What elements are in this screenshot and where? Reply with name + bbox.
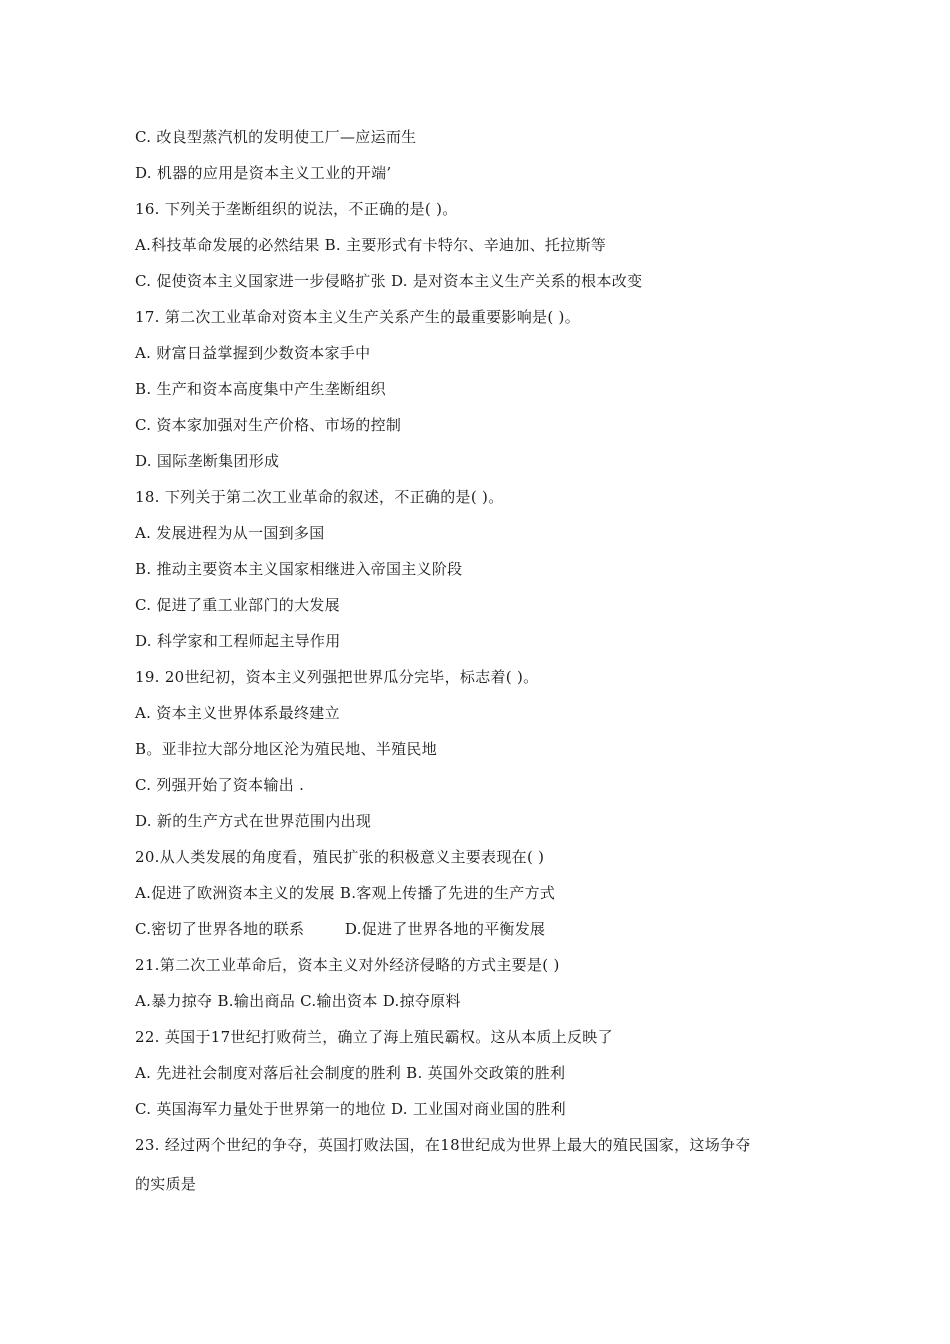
options-20ab: A.促进了欧洲资本主义的发展 B.客观上传播了先进的生产方式 <box>135 884 556 902</box>
option-19d: D. 新的生产方式在世界范围内出现 <box>135 812 372 830</box>
options-16ab: A.科技革命发展的必然结果 B. 主要形式有卡特尔、辛迪加、托拉斯等 <box>135 236 607 254</box>
option-17c: C. 资本家加强对生产价格、市场的控制 <box>135 416 402 434</box>
option-15c: C. 改良型蒸汽机的发明使工厂—应运而生 <box>135 128 417 146</box>
options-21: A.暴力掠夺 B.输出商品 C.输出资本 D.掠夺原料 <box>135 992 461 1010</box>
options-20cd: C.密切了世界各地的联系 D.促进了世界各地的平衡发展 <box>135 920 546 938</box>
options-22cd: C. 英国海军力量处于世界第一的地位 D. 工业国对商业国的胜利 <box>135 1100 566 1118</box>
question-18: 18. 下列关于第二次工业革命的叙述，不正确的是( )。 <box>135 488 504 506</box>
question-23: 23. 经过两个世纪的争夺，英国打败法国，在18世纪成为世界上最大的殖民国家，这场争夺 <box>135 1136 751 1154</box>
question-16: 16. 下列关于垄断组织的说法，不正确的是( )。 <box>135 200 458 218</box>
options-22ab: A. 先进社会制度对落后社会制度的胜利 B. 英国外交政策的胜利 <box>135 1064 566 1082</box>
question-20: 20.从人类发展的角度看，殖民扩张的积极意义主要表现在( ) <box>135 848 545 866</box>
option-18c: C. 促进了重工业部门的大发展 <box>135 596 340 614</box>
question-22: 22. 英国于17世纪打败荷兰，确立了海上殖民霸权。这从本质上反映了 <box>135 1028 613 1046</box>
option-17d: D. 国际垄断集团形成 <box>135 452 280 470</box>
option-19c: C. 列强开始了资本输出 . <box>135 776 305 794</box>
options-16cd: C. 促使资本主义国家进一步侵略扩张 D. 是对资本主义生产关系的根本改变 <box>135 272 643 290</box>
question-19: 19. 20世纪初，资本主义列强把世界瓜分完毕，标志着( )。 <box>135 668 539 686</box>
option-18a: A. 发展进程为从一国到多国 <box>135 524 325 542</box>
question-17: 17. 第二次工业革命对资本主义生产关系产生的最重要影响是( )。 <box>135 308 580 326</box>
option-17a: A. 财富日益掌握到少数资本家手中 <box>135 344 371 362</box>
question-23-continued: 的实质是 <box>135 1175 197 1193</box>
option-18b: B. 推动主要资本主义国家相继进入帝国主义阶段 <box>135 560 463 578</box>
option-19a: A. 资本主义世界体系最终建立 <box>135 704 340 722</box>
option-18d: D. 科学家和工程师起主导作用 <box>135 632 341 650</box>
option-17b: B. 生产和资本高度集中产生垄断组织 <box>135 380 386 398</box>
question-21: 21.第二次工业革命后，资本主义对外经济侵略的方式主要是( ) <box>135 956 560 974</box>
option-15d: D. 机器的应用是资本主义工业的开端’ <box>135 164 392 182</box>
option-19b: B。亚非拉大部分地区沦为殖民地、半殖民地 <box>135 740 438 758</box>
